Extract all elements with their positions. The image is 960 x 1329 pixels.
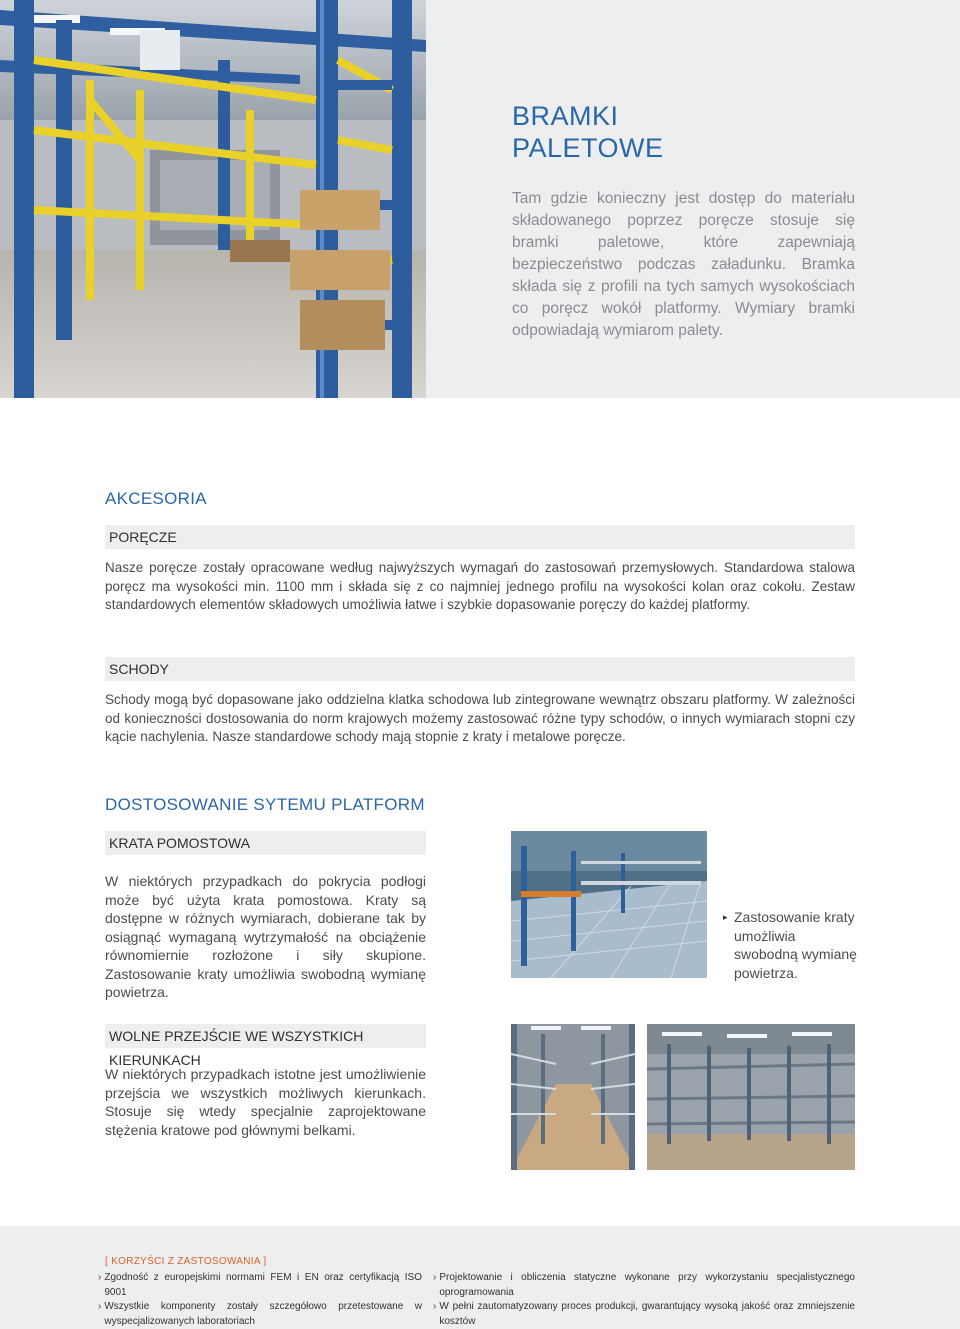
benefit-text: W pełni zautomatyzowany proces produkcji, gwarantujący wysoką jakość oraz zmniejszenie kosztów: [439, 1301, 855, 1327]
chevron-right-icon: ›: [98, 1272, 102, 1283]
chevron-right-icon: ›: [433, 1301, 437, 1312]
benefit-item: [433, 1271, 855, 1300]
subsection-bar-przejscie: WOLNE PRZEJŚCIE WE WSZYSTKICH KIERUNKACH: [105, 1024, 426, 1048]
benefit-text: Wszystkie komponenty zostały szczegółowo przetestowane w wyspecjalizowanych laboratoriach: [104, 1301, 422, 1327]
page-title-line2: PALETOWE: [512, 133, 664, 163]
benefit-item: [98, 1271, 422, 1300]
page-title-line1: BRAMKI: [512, 101, 619, 131]
benefits-title: [ KORZYŚCI Z ZASTOSOWANIA ]: [105, 1256, 267, 1267]
krata-caption: Zastosowanie kraty umożliwia swobodną wymianę powietrza.: [734, 909, 857, 981]
page-title: [512, 100, 912, 164]
section-heading-akcesoria: AKCESORIA: [105, 489, 207, 508]
pallet-gate-photo: [0, 0, 426, 398]
benefit-item: [433, 1300, 855, 1329]
subsection-bar-schody: SCHODY: [105, 657, 855, 681]
schody-paragraph: Schody mogą być dopasowane jako oddzielna klatka schodowa lub zintegrowane wewnątrz obszaru platformy. W zależności od konieczności dostosowania do norm krajowych możemy zastosować różne typy schodów, o innych wymiarach stopni czy kącie nachylenia. Nasze standardowe schody mają stopnie z kraty i metalowe poręcze.: [105, 692, 855, 744]
porecze-paragraph: Nasze poręcze zostały opracowane według najwyższych wymagań do zastosowań przemysłowych. Standardowa stalowa poręcz ma wysokości min. 1100 mm i składa się z co najmniej jednego profilu na wysokości kolan oraz cokołu. Zestaw standardowych elementów składowych umożliwia łatwe i szybkie dopasowanie poręczy do każdej platformy.: [105, 560, 855, 612]
benefits-right-list: [433, 1271, 855, 1329]
section-heading-dostosowanie: DOSTOSOWANIE SYTEMU PLATFORM: [105, 795, 425, 814]
chevron-right-icon: ›: [98, 1301, 102, 1312]
chevron-right-icon: ›: [433, 1272, 437, 1283]
benefits-left-list: [98, 1271, 422, 1329]
grating-photo: [511, 831, 707, 978]
przejscie-paragraph: W niektórych przypadkach istotne jest umożliwienie przejścia we wszystkich możliwych kierunkach. Stosuje się wtedy specjalnie zaprojektowane stężenia kratowe pod głównymi belkami.: [105, 1066, 426, 1138]
benefit-text: Projektowanie i obliczenia statyczne wykonane przy wykorzystaniu specjalistycznego oprogramowania: [439, 1272, 855, 1298]
warehouse-hall-photo: [647, 1024, 855, 1170]
subsection-bar-krata: KRATA POMOSTOWA: [105, 831, 426, 855]
krata-paragraph: W niektórych przypadkach do pokrycia podłogi może być użyta krata pomostowa. Kraty są dostępne w różnych wymiarach, dobierane tak by osiągnąć wymaganą wytrzymałość na obciążenie równomiernie rozłożone i siły skupione. Zastosowanie kraty umożliwia swobodną wymianę powietrza.: [105, 873, 426, 1000]
subsection-bar-porecze: PORĘCZE: [105, 525, 855, 549]
benefit-item: [98, 1300, 422, 1329]
warehouse-aisle-photo: [511, 1024, 635, 1170]
benefit-text: Zgodność z europejskimi normami FEM i EN oraz certyfikacją ISO 9001: [104, 1272, 422, 1298]
caption-arrow-icon: ▸: [723, 912, 728, 922]
intro-paragraph: Tam gdzie konieczny jest dostęp do materiału składowanego poprzez poręcze stosuje się bramki paletowe, które zapewniają bezpieczeństwo podczas załadunku. Bramka składa się z profili na tych samych wysokościach co poręcz wokół platformy. Wymiary bramki odpowiadają wymiarom palety.: [512, 190, 855, 339]
